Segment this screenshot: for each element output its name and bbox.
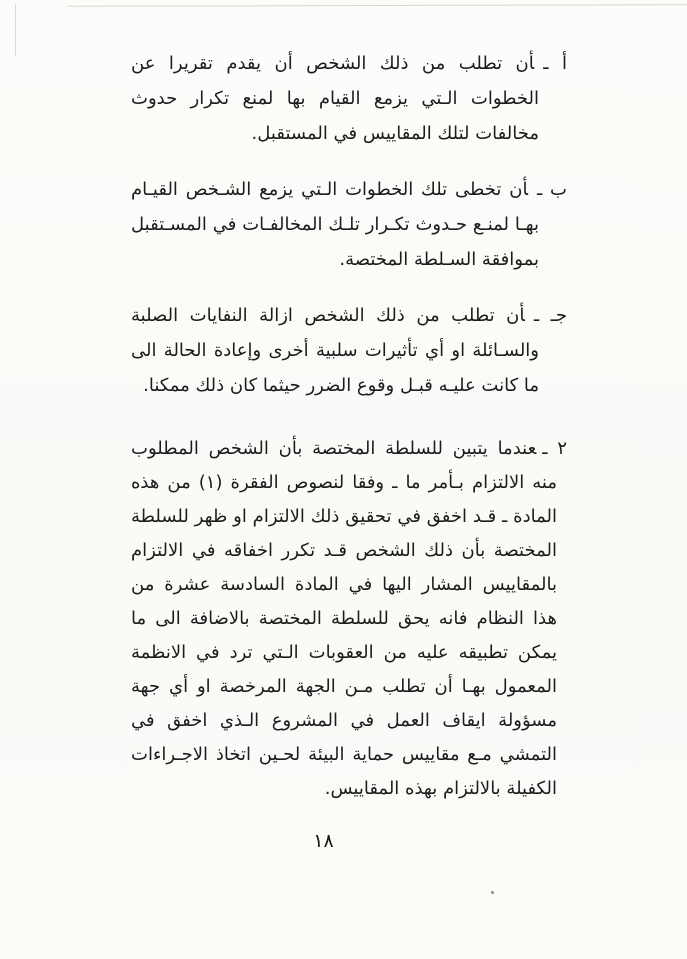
list-marker-ba: ب ـ <box>536 179 567 200</box>
paragraph-item-ba <box>131 172 567 277</box>
document-body <box>131 46 567 806</box>
scan-artifact-dot <box>491 891 494 894</box>
paragraph-text-jim: أن تطلب من ذلك الشخص ازالة النفايات الصلبة والسـائلة او أي تأثيرات سلبية أخرى وإعادة الحالة الى ما كانت عليـه قبـل وقوع الضرر حيثما كان ذلك ممكنا. <box>131 305 539 396</box>
scan-artifact-top-edge <box>68 4 687 7</box>
paragraph-text-ba: أن تخطى تلك الخطوات الـتي يزمع الشـخص القيـام بهـا لمنـع حـدوث تكـرار تلـك المخالفـات في المسـتقبل بموافقة السـلطة المختصة. <box>131 179 539 270</box>
page-number: ١٨ <box>313 830 334 852</box>
paragraph-item-2 <box>131 432 567 806</box>
paragraph-text-alif: أن تطلب من ذلك الشخص أن يقدم تقريرا عن الخطوات الـتي يزمع القيام بها لمنع تكرار حدوث مخالفات لتلك المقاييس في المستقبل. <box>131 53 539 144</box>
paragraph-text-2: عندما يتبين للسلطة المختصة بأن الشخص المطلوب منه الالتزام بـأمر ما ـ وفقا لنصوص الفقرة (١) من هذه المادة ـ قـد اخفق في تحقيق ذلك الالتزام او ظهر للسلطة المختصة بأن ذلك الشخص قـد تكرر اخفاقه في الالتزام بالمقاييس المشار اليها في المادة السادسة عشرة من هذا النظام فانه يحق للسلطة المختصة بالاضافة الى ما يمكن تطبيقه عليه من العقوبات الـتي ترد في الانظمة المعمول بهـا أن تطلب مـن الجهة المرخصة او أي جهة مسؤولة ايقاف العمل في المشروع الـذي اخفق في التمشي مـع مقاييس حماية البيئة لحـين اتخاذ الاجـراءات الكفيلة بالالتزام بهذه المقاييس. <box>131 438 557 799</box>
paragraph-item-alif <box>131 46 567 151</box>
list-marker-alif: أ ـ <box>543 53 567 74</box>
list-marker-2: ٢ ـ <box>542 438 567 459</box>
list-marker-jim: جـ ـ <box>533 305 567 326</box>
scan-artifact-left-edge <box>15 4 16 56</box>
paragraph-item-jim <box>131 298 567 403</box>
